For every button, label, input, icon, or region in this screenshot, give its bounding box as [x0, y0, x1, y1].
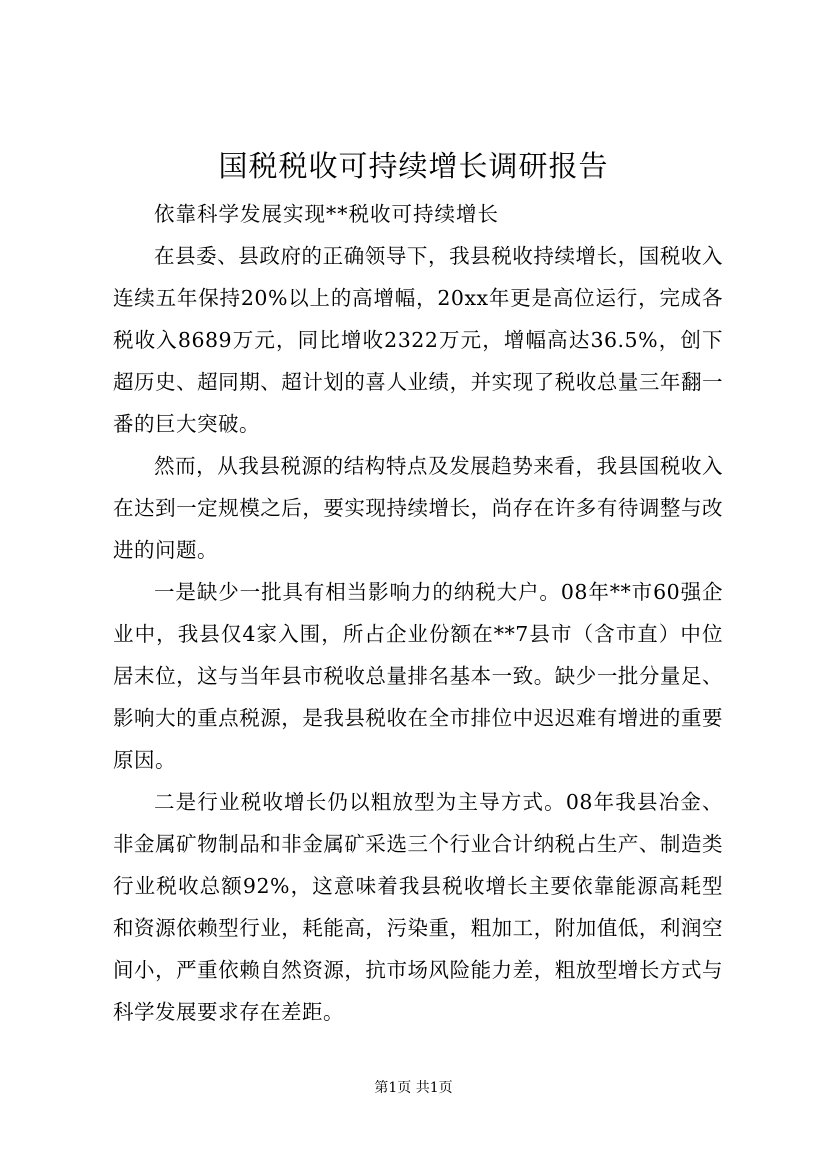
document-body — [113, 193, 723, 1033]
page-number: 第1页 共1页 — [374, 1080, 453, 1096]
paragraph-3: 一是缺少一批具有相当影响力的纳税大户。08年**市60强企业中，我县仅4家入围，所占企业份额在**7县市（含市直）中位居末位，这与当年县市税收总量排名基本一致。缺少一批分量足、影响大的重点税源，是我县税收在全市排位中迟迟难有增进的重要原因。 — [113, 580, 723, 772]
paragraph-2: 然而，从我县税源的结构特点及发展趋势来看，我县国税收入在达到一定规模之后，要实现持续增长，尚存在许多有待调整与改进的问题。 — [113, 454, 723, 562]
document-title: 国税税收可持续增长调研报告 — [218, 149, 609, 183]
paragraph-4: 二是行业税收增长仍以粗放型为主导方式。08年我县冶金、非金属矿物制品和非金属矿采选三个行业合计纳税占生产、制造类行业税收总额92%，这意味着我县税收增长主要依靠能源高耗型和资源依赖型行业，耗能高，污染重，粗加工，附加值低，利润空间小，严重依赖自然资源，抗市场风险能力差，粗放型增长方式与科学发展要求存在差距。 — [113, 790, 723, 1024]
paragraph-1: 在县委、县政府的正确领导下，我县税收持续增长，国税收入连续五年保持20%以上的高增幅，20xx年更是高位运行，完成各税收入8689万元，同比增收2322万元，增幅高达36.5%，创下超历史、超同期、超计划的喜人业绩，并实现了税收总量三年翻一番的巨大突破。 — [113, 244, 723, 436]
document-subtitle: 依靠科学发展实现**税收可持续增长 — [154, 202, 499, 226]
